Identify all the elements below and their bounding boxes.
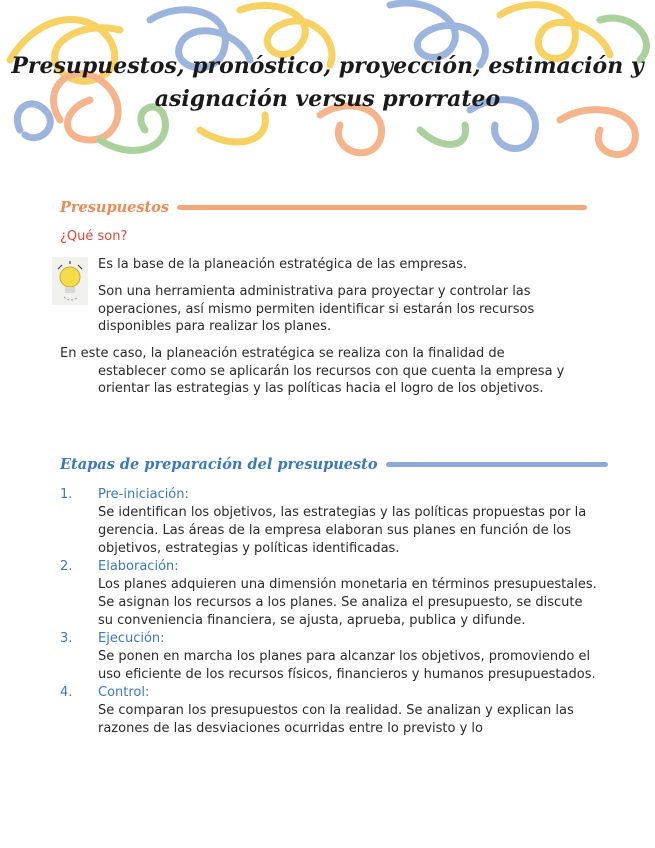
step-description: Los planes adquieren una dimensión monetaria en términos presupuestales. Se asignan los recursos a los planes. Se analiza el presupuesto, se discute su conveniencia financiera, se ajusta, aprueba, publica y difunde. bbox=[98, 577, 597, 628]
subheading-que-son: ¿Qué son? bbox=[60, 229, 128, 244]
step-description: Se ponen en marcha los planes para alcanzar los objetivos, promoviendo el uso eficiente de los recursos físicos, financieros y humanos presupuestados. bbox=[98, 649, 596, 682]
paragraph-continued: establecer como se aplicarán los recursos con que cuenta la empresa y orientar las estrategias y las políticas hacia el logro de los objetivos. bbox=[98, 363, 565, 396]
section-heading-etapas bbox=[60, 456, 608, 473]
step-title: Elaboración: bbox=[98, 559, 179, 574]
paragraph-first-line: En este caso, la planeación estratégica se realiza con la finalidad de bbox=[60, 346, 505, 361]
list-item bbox=[60, 558, 600, 630]
list-item bbox=[60, 630, 600, 684]
step-title: Pre-iniciación: bbox=[98, 487, 189, 502]
paragraph-planeacion bbox=[60, 345, 580, 398]
step-number: 3. bbox=[60, 631, 73, 646]
step-title: Ejecución: bbox=[98, 631, 165, 646]
decorative-scribble-banner bbox=[0, 0, 655, 175]
steps-list bbox=[60, 486, 600, 738]
list-item bbox=[60, 684, 600, 738]
page-title: Presupuestos, pronóstico, proyección, estimación y asignación versus prorrateo bbox=[11, 53, 644, 112]
step-number: 4. bbox=[60, 685, 73, 700]
section-heading-presupuestos bbox=[60, 199, 587, 216]
list-item bbox=[60, 486, 600, 558]
heading-underline bbox=[386, 462, 608, 467]
section-heading-label: Presupuestos bbox=[60, 199, 170, 216]
step-title: Control: bbox=[98, 685, 150, 700]
step-description: Se identifican los objetivos, las estrategias y las políticas propuestas por la gerencia. Las áreas de la empresa elaboran sus planes en función de los objetivos, estrategias y políticas identificadas. bbox=[98, 505, 587, 556]
step-description: Se comparan los presupuestos con la realidad. Se analizan y explican las razones de las desviaciones ocurridas entre lo previsto y lo bbox=[98, 703, 574, 736]
step-number: 1. bbox=[60, 487, 73, 502]
paragraph-base: Es la base de la planeación estratégica de las empresas. bbox=[98, 257, 468, 272]
step-number: 2. bbox=[60, 559, 73, 574]
heading-underline bbox=[177, 205, 587, 210]
section-heading-label: Etapas de preparación del presupuesto bbox=[60, 456, 378, 473]
paragraph-herramienta: Son una herramienta administrativa para proyectar y controlar las operaciones, así mismo permiten identificar si estarán los recursos disponibles para realizar los planes. bbox=[98, 284, 535, 334]
lightbulb-icon bbox=[52, 257, 88, 305]
